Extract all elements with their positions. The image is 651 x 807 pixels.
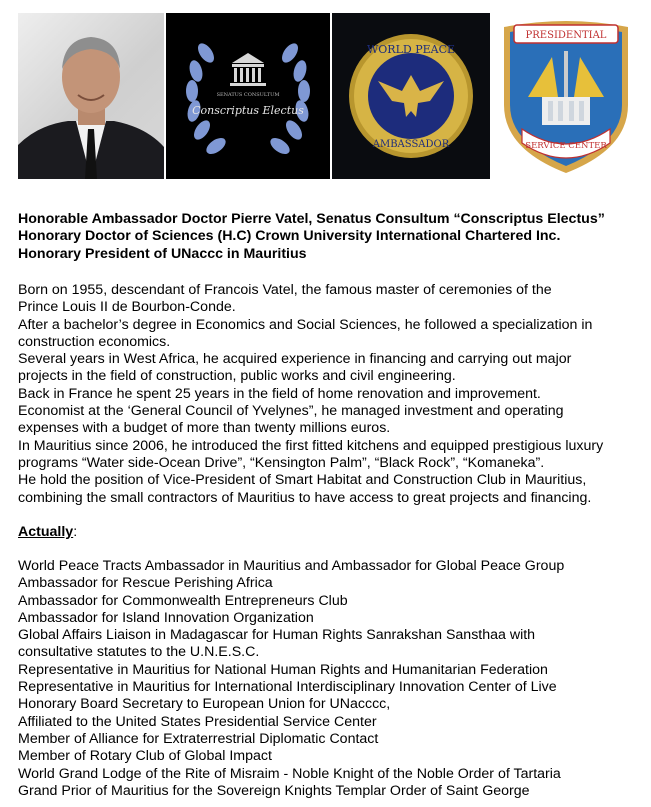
bio-line: He hold the position of Vice-President of Smart Habitat and Construction Club in Mauritius, xyxy=(18,472,587,489)
role-item: consultative statutes to the U.N.E.S.C. xyxy=(18,644,260,661)
role-item: Ambassador for Island Innovation Organization xyxy=(18,609,314,626)
role-item: Grand Prior of Mauritius for the Sovereign Knights Templar Order of Saint George xyxy=(18,782,530,799)
actually-colon: : xyxy=(73,524,78,540)
role-item: Honorary Board Secretary to European Union for UNacccc, xyxy=(18,696,391,713)
world-peace-ambassador-logo xyxy=(332,13,490,179)
bio-line: In Mauritius since 2006, he introduced the first fitted kitchens and equipped prestigious luxury xyxy=(18,437,604,454)
role-item: Representative in Mauritius for National Human Rights and Humanitarian Federation xyxy=(18,661,548,678)
portrait-photo xyxy=(18,13,164,179)
bio-line: combining the small contractors of Mauritius to have access to great projects and financing. xyxy=(18,489,592,506)
role-item: Member of Rotary Club of Global Impact xyxy=(18,748,272,765)
presidential-service-center-logo xyxy=(492,13,640,179)
role-item: Ambassador for Rescue Perishing Africa xyxy=(18,575,273,592)
role-item: World Grand Lodge of the Rite of Misraim - Noble Knight of the Noble Order of Tartaria xyxy=(18,765,561,782)
role-item: Affiliated to the United States Presidential Service Center xyxy=(18,713,377,730)
bio-line: expenses with a budget of more than twenty millions euros. xyxy=(18,420,391,437)
bio-line: After a bachelor’s degree in Economics and Social Sciences, he followed a specialization in xyxy=(18,316,593,333)
role-item: World Peace Tracts Ambassador in Mauritius and Ambassador for Global Peace Group xyxy=(18,558,565,574)
bio-line: Back in France he spent 25 years in the field of home renovation and improvement. xyxy=(18,385,541,402)
heading-line: Honorary President of UNaccc in Mauritius xyxy=(18,245,307,262)
senate-logo-text: Conscriptus Electus xyxy=(192,104,304,117)
bio-line: Economist at the ‘General Council of Yvelynes”, he managed investment and operating xyxy=(18,403,564,420)
biography xyxy=(18,282,643,507)
psc-logo-bottom-text: SERVICE CENTER xyxy=(525,141,607,151)
heading-line: Honorable Ambassador Doctor Pierre Vatel, Senatus Consultum “Conscriptus Electus” xyxy=(18,211,605,227)
role-item: Member of Alliance for Extraterrestrial Diplomatic Contact xyxy=(18,730,379,747)
psc-logo-top-text: PRESIDENTIAL xyxy=(525,30,607,41)
role-item: Ambassador for Commonwealth Entrepreneurs Club xyxy=(18,592,348,609)
bio-line: projects in the field of construction, public works and civil engineering. xyxy=(18,368,456,385)
bio-line: Several years in West Africa, he acquired experience in financing and carrying out major xyxy=(18,351,572,368)
role-item: Representative in Mauritius for International Interdisciplinary Innovation Center of Live xyxy=(18,679,557,696)
bio-line: Born on 1955, descendant of Francois Vatel, the famous master of ceremonies of the xyxy=(18,282,552,298)
actually-heading xyxy=(18,524,77,541)
current-roles-list xyxy=(18,558,643,800)
peace-logo-bottom-text: AMBASSADOR xyxy=(372,139,450,150)
heading-line: Honorary Doctor of Sciences (H.C) Crown University International Chartered Inc. xyxy=(18,228,561,245)
senate-small-text: SENATUS CONSULTUM xyxy=(216,92,280,98)
role-item: Global Affairs Liaison in Madagascar for Human Rights Sanrakshan Sansthaa with xyxy=(18,627,536,644)
senatus-consultum-logo xyxy=(166,13,330,179)
bio-line: programs “Water side-Ocean Drive”, “Kensington Palm”, “Black Rock”, “Komaneka”. xyxy=(18,454,545,471)
peace-logo-top-text: WORLD PEACE xyxy=(366,43,456,56)
header-images xyxy=(18,13,640,179)
bio-line: Prince Louis II de Bourbon-Conde. xyxy=(18,299,236,316)
bio-line: construction economics. xyxy=(18,333,171,350)
profile-heading xyxy=(18,211,643,263)
actually-label: Actually xyxy=(18,524,74,540)
